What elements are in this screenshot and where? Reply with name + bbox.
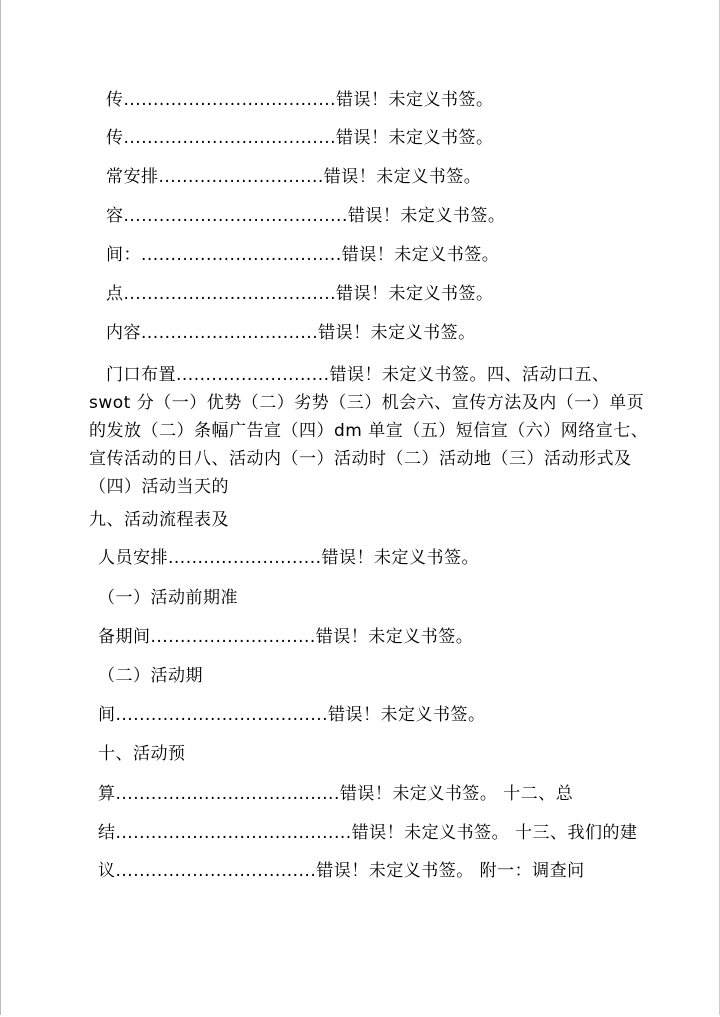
- toc-entry[interactable]: 容......................................错误！未定义书签。: [106, 206, 506, 226]
- toc-entry[interactable]: 点....................................错误！未定义书签。: [106, 284, 494, 304]
- toc-entry[interactable]: 议..................................错误！未定义书签。 附一：调查问: [98, 861, 585, 881]
- toc-heading: 十、活动预: [98, 744, 186, 764]
- toc-entry[interactable]: 传....................................错误！未定义书签。: [106, 90, 494, 110]
- toc-entry[interactable]: 备期间............................错误！未定义书签。: [98, 627, 474, 647]
- toc-entry[interactable]: 算......................................错误！未定义书签。 十二、总: [98, 784, 574, 804]
- toc-entry[interactable]: 人员安排..........................错误！未定义书签。: [98, 548, 479, 568]
- toc-heading: （二）活动期: [98, 666, 203, 686]
- toc-paragraph: 门口布置..........................错误！未定义书签。四、活动口五、swot 分（一）优势（二）劣势（三）机会六、宣传方法及内（一）单页的发放（二）条幅广告宣（四）dm 单宣（五）短信宣（六）网络宣七、宣传活动的日八、活动内（一）活动时（二）活动地（三）活动形式及（四）活动当天的: [89, 365, 649, 497]
- toc-entry[interactable]: 结........................................错误！未定义书签。 十三、我们的建: [98, 823, 638, 843]
- toc-entry[interactable]: 内容..............................错误！未定义书签。: [106, 323, 476, 343]
- toc-entry[interactable]: 间：..................................错误！未定义书签。: [106, 245, 500, 265]
- toc-heading: （一）活动前期准: [98, 588, 238, 608]
- toc-entry[interactable]: 常安排............................错误！未定义书签。: [106, 167, 482, 187]
- toc-heading: 九、活动流程表及: [89, 510, 229, 530]
- toc-entry[interactable]: 间....................................错误！未定义书签。: [98, 705, 486, 725]
- toc-entry[interactable]: 传....................................错误！未定义书签。: [106, 128, 494, 148]
